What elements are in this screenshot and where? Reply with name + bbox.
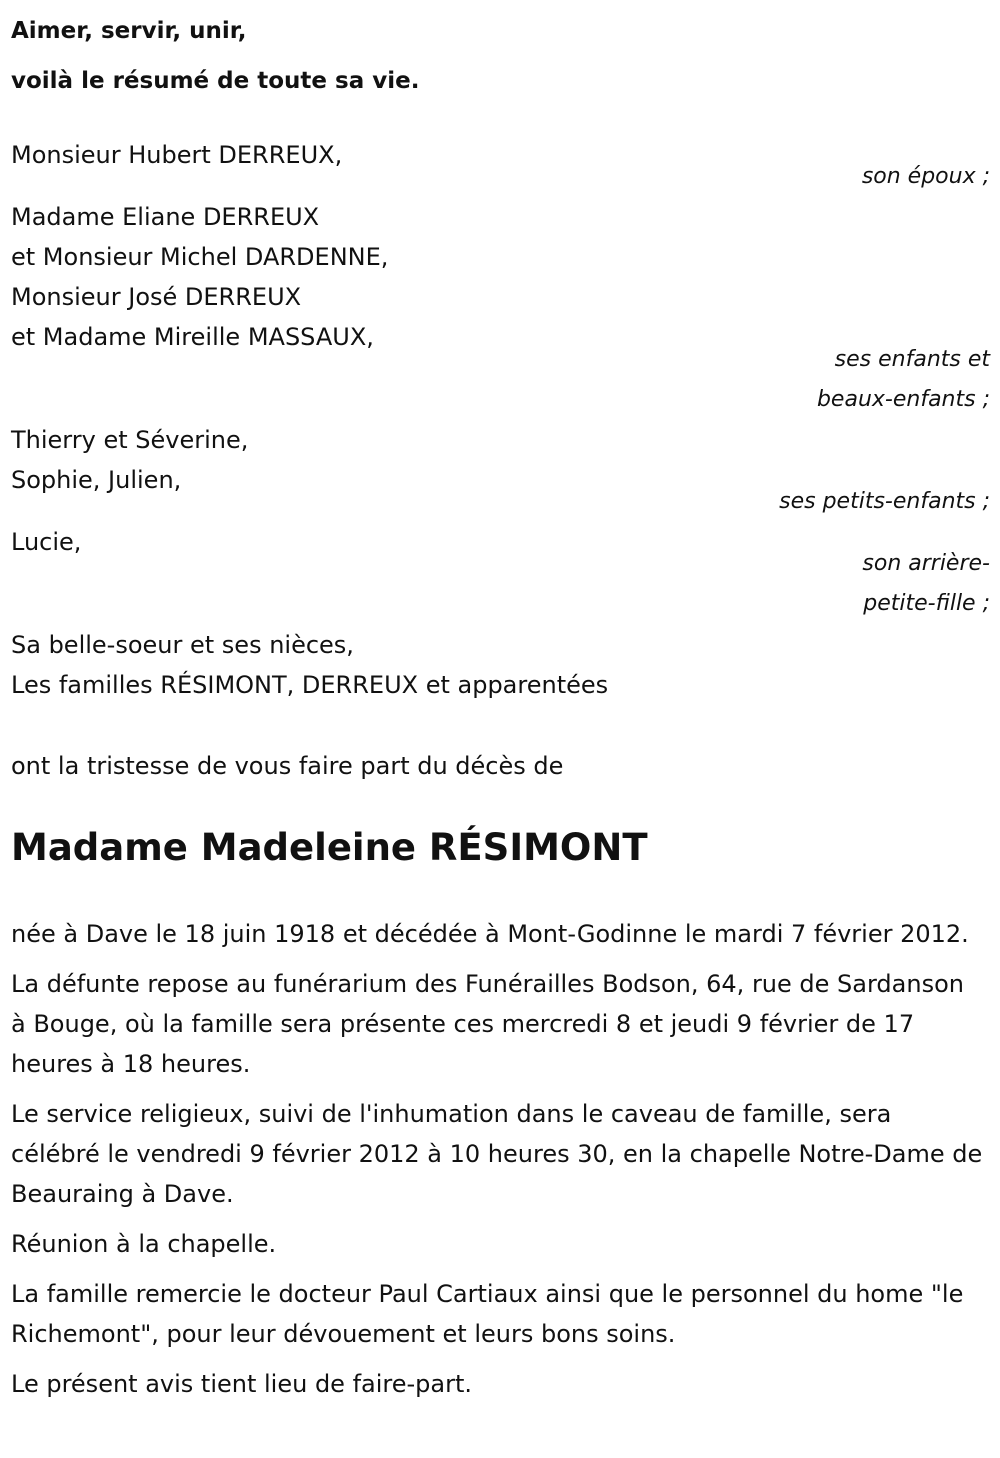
relation-line: ses enfants et [834,347,990,372]
family-names [11,197,990,357]
paragraph-birth-death: née à Dave le 18 juin 1918 et décédée à Mont-Godinne le mardi 7 février 2012. [11,920,969,948]
family-name: Monsieur Hubert DERREUX, [11,141,343,169]
family-name: Madame Eliane DERREUX [11,203,320,231]
relation-line: son époux ; [861,164,990,189]
family-group-spouse [11,135,990,197]
relation-line: beaux-enfants ; [816,387,990,412]
family-list [11,135,990,705]
paragraph-reunion: Réunion à la chapelle. [11,1230,277,1258]
family-group-great-grandchild [11,522,990,625]
epigraph-line-2: voilà le résumé de toute sa vie. [11,68,420,94]
family-name: et Monsieur Michel DARDENNE, [11,243,389,271]
relation-line: petite-fille ; [863,591,990,616]
family-name: Lucie, [11,528,82,556]
family-name: Thierry et Séverine, [11,426,249,454]
family-name: Les familles RÉSIMONT, DERREUX et apparentées [11,671,609,699]
family-group-others [11,625,990,705]
epigraph [11,6,419,106]
family-names [11,625,990,705]
relation-line: ses petits-enfants ; [779,489,990,514]
family-name: Monsieur José DERREUX [11,283,302,311]
deceased-name: Madame Madeleine RÉSIMONT [11,826,648,869]
paragraph-service: Le service religieux, suivi de l'inhumation dans le caveau de famille, sera célébré le vendredi 9 février 2012 à 10 heures 30, en la chapelle Notre-Dame de Beauraing à Dave. [11,1100,983,1208]
epigraph-line-1: Aimer, servir, unir, [11,18,247,44]
announcement-intro: ont la tristesse de vous faire part du décès de [11,752,564,780]
family-name: Sophie, Julien, [11,466,182,494]
family-name: Sa belle-soeur et ses nièces, [11,631,354,659]
paragraph-funerarium: La défunte repose au funérarium des Funérailles Bodson, 64, rue de Sardanson à Bouge, où la famille sera présente ces mercredi 8 et jeudi 9 février de 17 heures à 18 heures. [11,970,964,1078]
paragraph-thanks: La famille remercie le docteur Paul Cartiaux ainsi que le personnel du home "le Richemont", pour leur dévouement et leurs bons soins. [11,1280,964,1348]
family-relation [11,544,990,624]
family-group-children [11,197,990,420]
notice-body [11,914,986,1414]
paragraph-notice: Le présent avis tient lieu de faire-part. [11,1370,473,1398]
family-group-grandchildren [11,420,990,522]
relation-line: son arrière- [862,551,990,576]
family-name: et Madame Mireille MASSAUX, [11,323,374,351]
